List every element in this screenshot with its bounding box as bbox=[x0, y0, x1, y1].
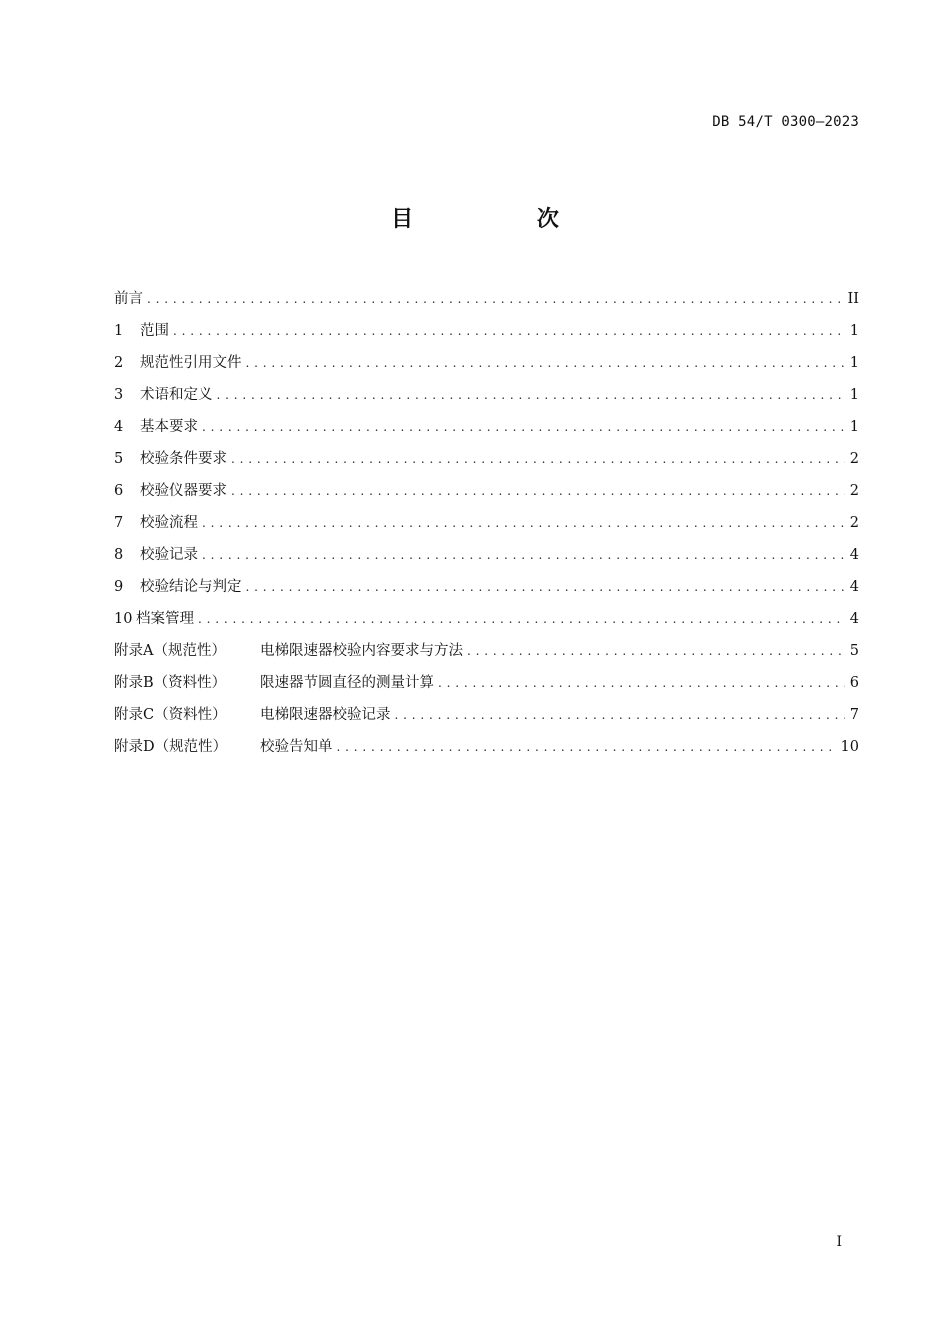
toc-entry-number: 7 bbox=[114, 515, 124, 531]
toc-entry-page: 1 bbox=[849, 387, 859, 403]
toc-entry-4[interactable] bbox=[114, 411, 859, 443]
toc-dot-leader bbox=[337, 731, 837, 763]
toc-entry-label: 校验告知单 bbox=[260, 739, 333, 755]
toc-entry-7[interactable] bbox=[114, 507, 859, 539]
toc-entry-2[interactable] bbox=[114, 347, 859, 379]
toc-entry-page: 7 bbox=[849, 707, 859, 723]
toc-entry-5[interactable] bbox=[114, 443, 859, 475]
toc-dot-leader bbox=[202, 507, 845, 539]
toc-entry-page: 1 bbox=[849, 355, 859, 371]
toc-entry-page: 2 bbox=[849, 451, 859, 467]
toc-dot-leader bbox=[395, 699, 846, 731]
toc-entry-page: 5 bbox=[849, 643, 859, 659]
toc-entry-page: 1 bbox=[849, 323, 859, 339]
toc-entry-number: 4 bbox=[114, 419, 124, 435]
toc-dot-leader bbox=[231, 475, 845, 507]
toc-dot-leader bbox=[198, 603, 845, 635]
toc-entry-page: 4 bbox=[849, 579, 859, 595]
toc-entry-label: 前言 bbox=[114, 291, 143, 307]
toc-entry-label: 基本要求 bbox=[140, 419, 198, 435]
toc-annex-tag: 附录A（规范性） bbox=[114, 643, 226, 659]
toc-entry-annex-b[interactable] bbox=[114, 667, 859, 699]
toc-dot-leader bbox=[246, 347, 846, 379]
toc-dot-leader bbox=[202, 539, 845, 571]
toc-entry-foreword[interactable] bbox=[114, 283, 859, 315]
toc-entry-label: 范围 bbox=[140, 323, 169, 339]
toc-entry-3[interactable] bbox=[114, 379, 859, 411]
toc-entry-page: 4 bbox=[849, 611, 859, 627]
document-code: DB 54/T 0300—2023 bbox=[712, 114, 859, 130]
toc-dot-leader bbox=[467, 635, 845, 667]
toc-entry-number: 5 bbox=[114, 451, 124, 467]
toc-entry-8[interactable] bbox=[114, 539, 859, 571]
toc-entry-page: 1 bbox=[849, 419, 859, 435]
toc-dot-leader bbox=[217, 379, 846, 411]
toc-entry-label: 校验仪器要求 bbox=[140, 483, 227, 499]
toc-entry-number: 1 bbox=[114, 323, 124, 339]
toc-entry-number: 6 bbox=[114, 483, 124, 499]
toc-entry-page: 6 bbox=[849, 675, 859, 691]
toc-entry-9[interactable] bbox=[114, 571, 859, 603]
toc-entry-annex-d[interactable] bbox=[114, 731, 859, 763]
table-of-contents bbox=[114, 283, 859, 763]
toc-dot-leader bbox=[202, 411, 845, 443]
toc-entry-page: 10 bbox=[840, 739, 859, 755]
toc-annex-tag: 附录B（资料性） bbox=[114, 675, 227, 691]
toc-entry-page: 4 bbox=[849, 547, 859, 563]
toc-entry-number: 9 bbox=[114, 579, 124, 595]
toc-entry-label: 电梯限速器校验内容要求与方法 bbox=[260, 643, 463, 659]
toc-entry-label: 校验条件要求 bbox=[140, 451, 227, 467]
toc-entry-label: 电梯限速器校验记录 bbox=[260, 707, 391, 723]
toc-entry-label: 规范性引用文件 bbox=[140, 355, 242, 371]
toc-entry-10[interactable] bbox=[114, 603, 859, 635]
toc-entry-page: 2 bbox=[849, 515, 859, 531]
toc-entry-page: 2 bbox=[849, 483, 859, 499]
page-title: 目 次 bbox=[391, 207, 617, 232]
toc-dot-leader bbox=[147, 283, 844, 315]
toc-entry-label: 校验记录 bbox=[140, 547, 198, 563]
toc-entry-annex-a[interactable] bbox=[114, 635, 859, 667]
toc-entry-page: II bbox=[847, 291, 859, 307]
toc-entry-label: 档案管理 bbox=[136, 611, 194, 627]
toc-entry-label: 术语和定义 bbox=[140, 387, 213, 403]
toc-entry-label: 校验结论与判定 bbox=[140, 579, 242, 595]
toc-entry-annex-c[interactable] bbox=[114, 699, 859, 731]
toc-dot-leader bbox=[438, 667, 845, 699]
toc-entry-1[interactable] bbox=[114, 315, 859, 347]
toc-dot-leader bbox=[246, 571, 846, 603]
toc-entry-label: 限速器节圆直径的测量计算 bbox=[260, 675, 434, 691]
toc-entry-number: 8 bbox=[114, 547, 124, 563]
toc-entry-6[interactable] bbox=[114, 475, 859, 507]
toc-dot-leader bbox=[231, 443, 845, 475]
toc-entry-number: 3 bbox=[114, 387, 124, 403]
toc-dot-leader bbox=[173, 315, 845, 347]
toc-entry-label: 校验流程 bbox=[140, 515, 198, 531]
toc-entry-number: 2 bbox=[114, 355, 124, 371]
toc-annex-tag: 附录C（资料性） bbox=[114, 707, 227, 723]
toc-annex-tag: 附录D（规范性） bbox=[114, 739, 228, 755]
toc-entry-number: 10 bbox=[114, 611, 133, 627]
page-number: I bbox=[836, 1234, 842, 1250]
